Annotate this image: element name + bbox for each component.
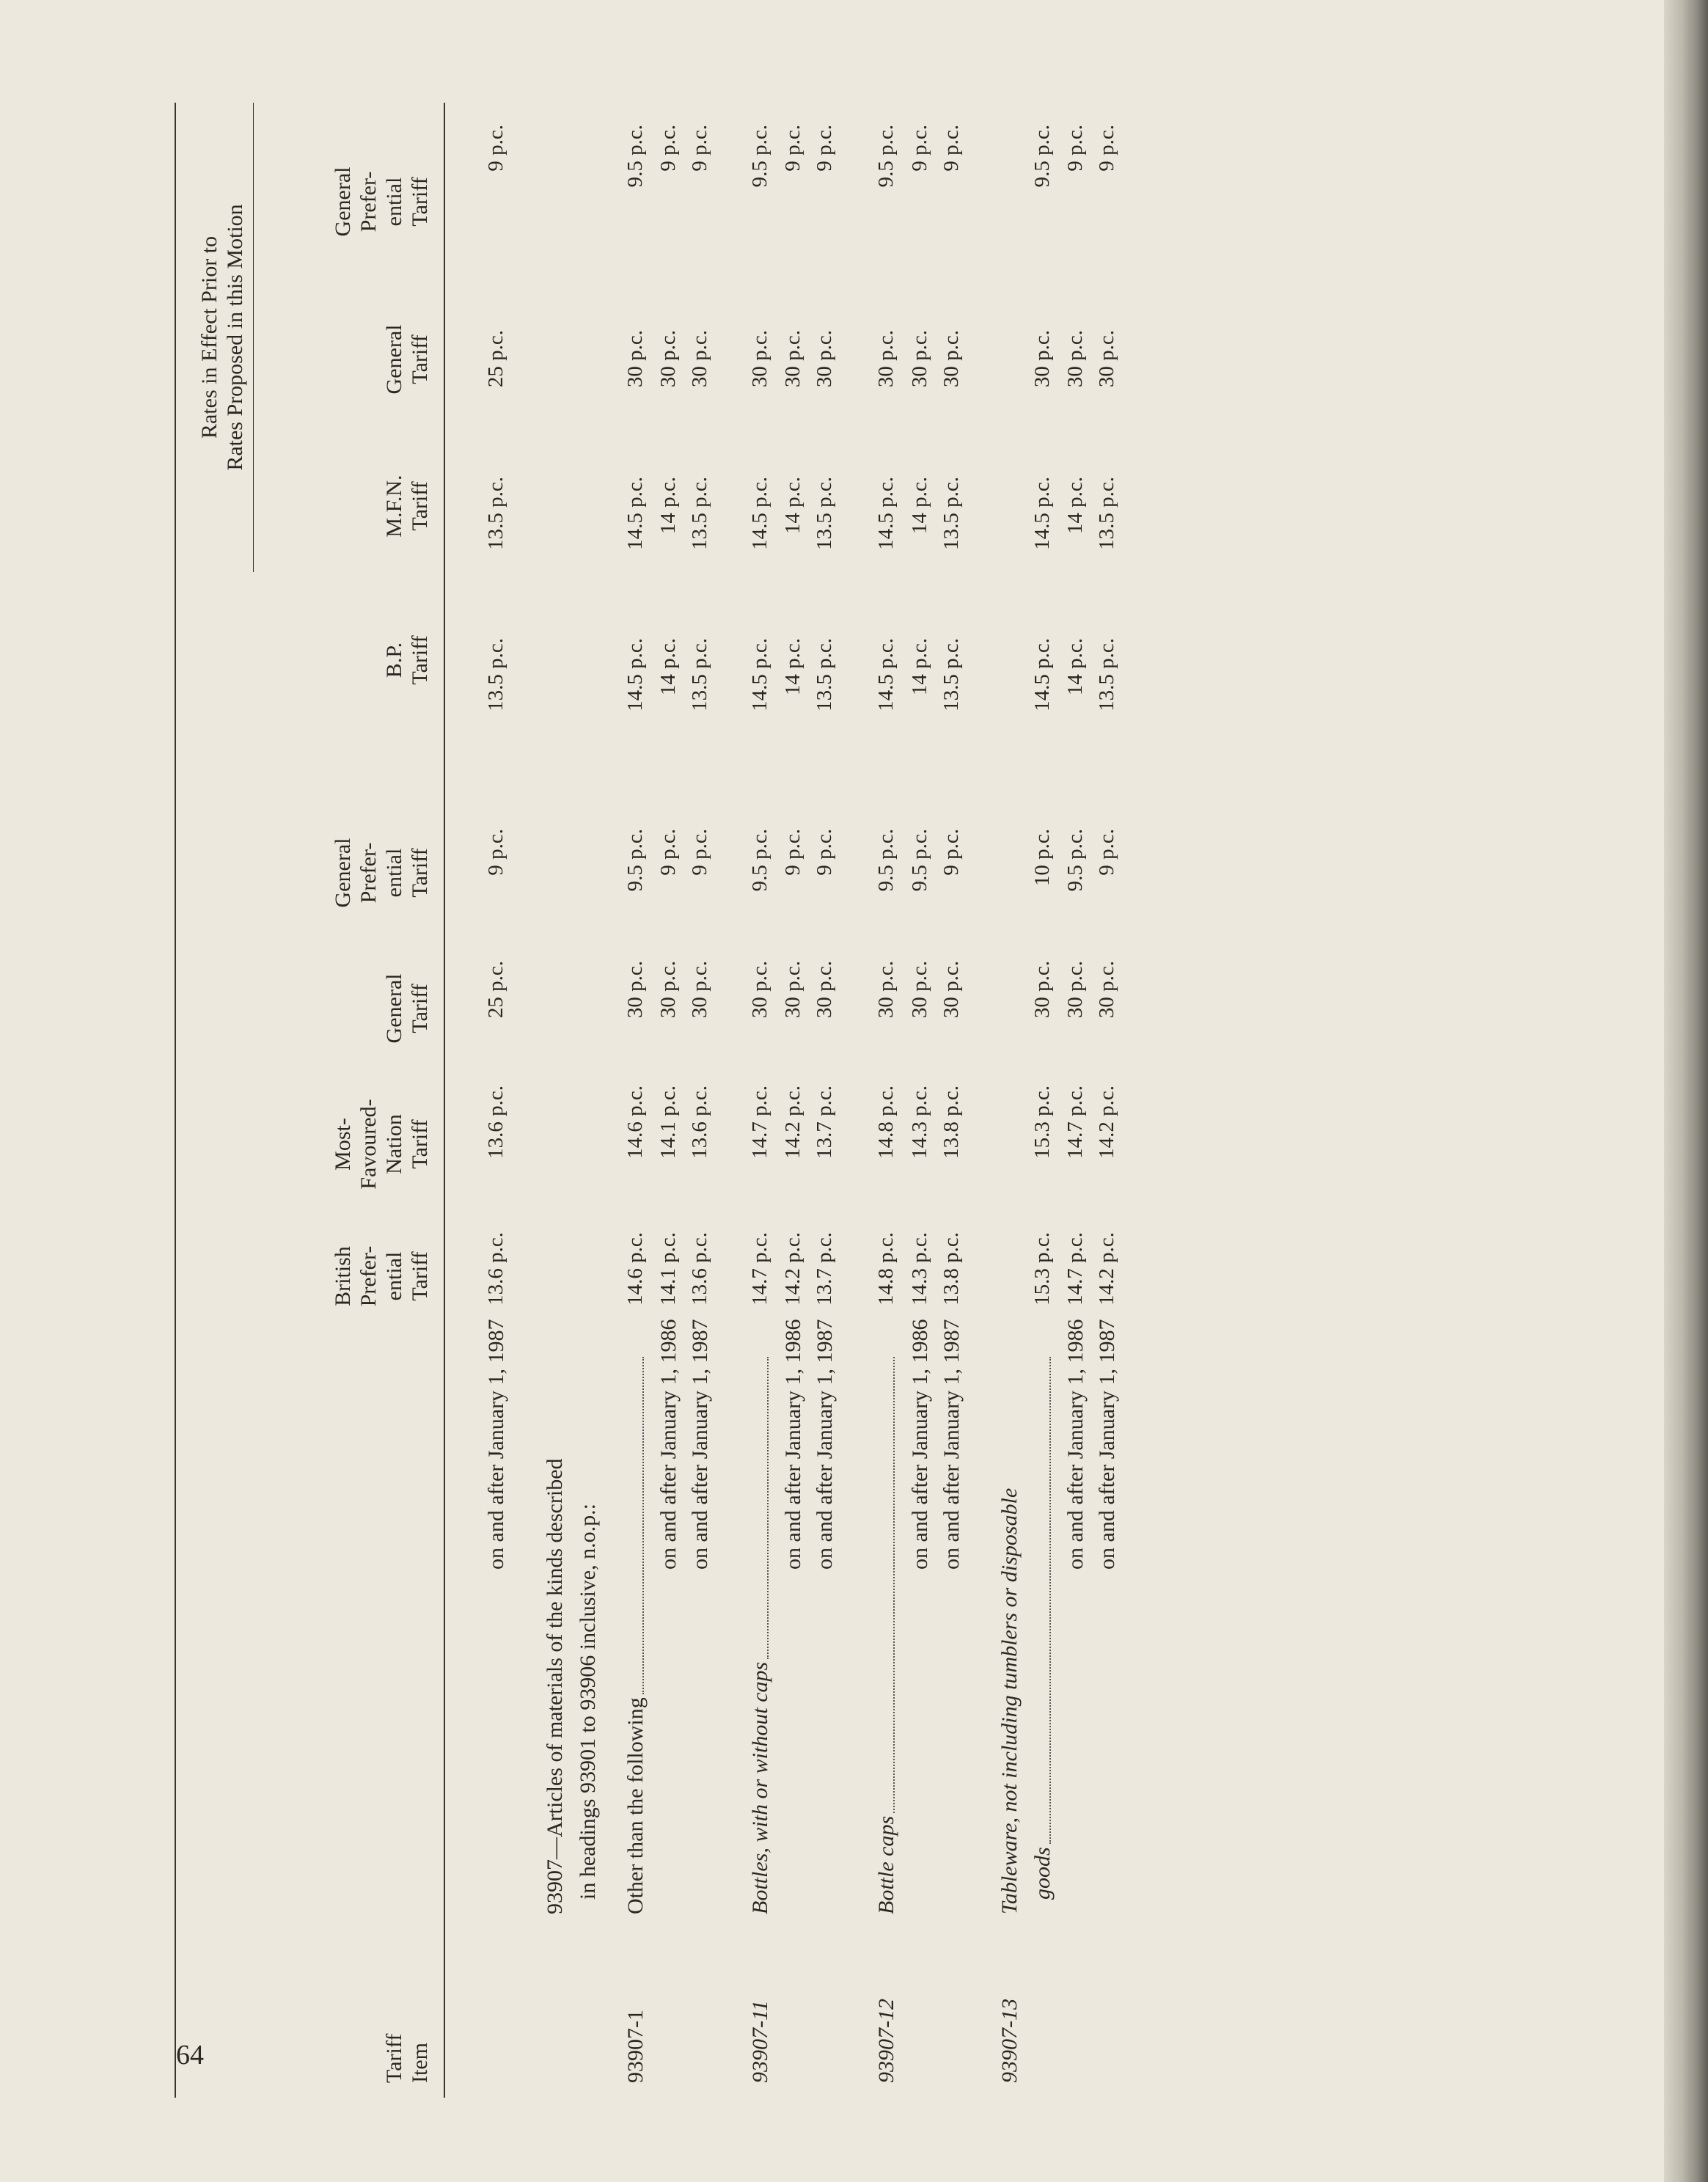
rate-cell: 14.1 p.c.	[656, 1085, 680, 1159]
header-prior-bp: B.P. Tariff	[382, 635, 432, 685]
rate-cell: 30 p.c.	[781, 330, 804, 388]
rate-cell: 14 p.c.	[1063, 477, 1087, 535]
rate-cell: 14 p.c.	[781, 477, 804, 535]
rate-cell: 9 p.c.	[813, 125, 836, 172]
item-description: on and after January 1, 1987	[939, 1319, 964, 1570]
rate-cell: 13.5 p.c.	[813, 638, 836, 711]
header-prior-gpt: General Prefer- ential Tariff	[331, 166, 432, 237]
rate-cell: 9.5 p.c.	[874, 125, 898, 188]
rate-cell: 30 p.c.	[908, 330, 931, 388]
item-description: on and after January 1, 1987	[688, 1319, 712, 1570]
item-description: Bottle caps	[874, 1815, 898, 1914]
prior-rates-rule	[253, 103, 254, 572]
rate-cell: 14.5 p.c.	[874, 477, 898, 550]
rate-cell: 15.3 p.c.	[1030, 1232, 1054, 1306]
rate-cell: 30 p.c.	[656, 330, 680, 388]
rate-cell: 9 p.c.	[656, 829, 680, 876]
rate-cell: 30 p.c.	[1095, 330, 1118, 388]
rate-cell: 30 p.c.	[688, 330, 711, 388]
rate-cell: 30 p.c.	[781, 961, 804, 1019]
rate-cell: 30 p.c.	[656, 961, 680, 1019]
rate-cell: 14.5 p.c.	[1030, 638, 1054, 711]
rate-cell: 14.8 p.c.	[874, 1085, 898, 1159]
rate-cell: 30 p.c.	[1030, 330, 1054, 388]
leader-dots	[1035, 1357, 1051, 1844]
header-gpt: General Prefer- ential Tariff	[331, 838, 432, 908]
rate-cell: 30 p.c.	[908, 961, 931, 1019]
header-prior-general: General Tariff	[382, 324, 432, 395]
item-description: on and after January 1, 1986	[1063, 1319, 1088, 1570]
tariff-item-number: 93907-12	[874, 1999, 898, 2083]
rate-cell: 9 p.c.	[484, 829, 507, 876]
tariff-item-number: 93907-1	[623, 2010, 648, 2083]
header-bpt: British Prefer- ential Tariff	[331, 1245, 432, 1307]
rate-cell: 14.3 p.c.	[908, 1085, 931, 1159]
rate-cell: 13.5 p.c.	[688, 477, 711, 550]
rate-cell: 9.5 p.c.	[623, 125, 647, 188]
rate-cell: 14.5 p.c.	[748, 477, 771, 550]
rate-cell: 9 p.c.	[1095, 829, 1118, 876]
rate-cell: 9.5 p.c.	[908, 829, 931, 892]
rate-cell: 14.2 p.c.	[781, 1085, 804, 1159]
rate-cell: 14.2 p.c.	[1095, 1232, 1118, 1306]
rate-cell: 9 p.c.	[813, 829, 836, 876]
rate-cell: 13.5 p.c.	[939, 477, 963, 550]
item-description: Tableware, not including tumblers or disposable	[997, 1487, 1022, 1914]
rate-cell: 30 p.c.	[939, 330, 963, 388]
rate-cell: 30 p.c.	[939, 961, 963, 1019]
item-description: Bottles, with or without caps	[748, 1661, 772, 1914]
rate-cell: 15.3 p.c.	[1030, 1085, 1054, 1159]
rate-cell: 9 p.c.	[908, 125, 931, 172]
rate-cell: 13.5 p.c.	[813, 477, 836, 550]
rate-cell: 13.8 p.c.	[939, 1085, 963, 1159]
rate-cell: 30 p.c.	[623, 330, 647, 388]
tariff-item-number: 93907-11	[748, 2000, 772, 2083]
rate-cell: 14 p.c.	[908, 638, 931, 696]
rate-cell: 14.3 p.c.	[908, 1232, 931, 1306]
item-description: on and after January 1, 1986	[781, 1319, 805, 1570]
rate-cell: 14.5 p.c.	[1030, 477, 1054, 550]
rate-cell: 14.2 p.c.	[781, 1232, 804, 1306]
item-description: on and after January 1, 1987	[1095, 1319, 1119, 1570]
item-description: Other than the following	[623, 1697, 648, 1914]
header-prior-rates: Rates in Effect Prior to Rates Proposed in this Motion	[197, 204, 247, 471]
rate-cell: 14.7 p.c.	[748, 1232, 771, 1306]
rate-cell: 13.5 p.c.	[688, 638, 711, 711]
item-description: 93907—Articles of materials of the kinds described	[543, 1458, 567, 1914]
rate-cell: 14.8 p.c.	[874, 1232, 898, 1306]
rate-cell: 14.5 p.c.	[748, 638, 771, 711]
item-description: goods	[1030, 1847, 1055, 1900]
rate-cell: 9 p.c.	[781, 829, 804, 876]
rate-cell: 14 p.c.	[656, 477, 680, 535]
rate-cell: 9.5 p.c.	[1063, 829, 1087, 892]
rate-cell: 14 p.c.	[908, 477, 931, 535]
rate-cell: 9.5 p.c.	[748, 125, 771, 188]
rate-cell: 9 p.c.	[939, 829, 963, 876]
rate-cell: 14.5 p.c.	[623, 477, 647, 550]
rate-cell: 9 p.c.	[1063, 125, 1087, 172]
rate-cell: 14.5 p.c.	[874, 638, 898, 711]
leader-dots	[879, 1357, 895, 1813]
rate-cell: 30 p.c.	[1095, 961, 1118, 1019]
item-description: on and after January 1, 1986	[908, 1319, 932, 1570]
rate-cell: 14.7 p.c.	[1063, 1232, 1087, 1306]
rate-cell: 30 p.c.	[748, 330, 771, 388]
rate-cell: 9 p.c.	[939, 125, 963, 172]
rate-cell: 13.5 p.c.	[1095, 638, 1118, 711]
rate-cell: 30 p.c.	[623, 961, 647, 1019]
rate-cell: 14 p.c.	[1063, 638, 1087, 696]
rate-cell: 9 p.c.	[1095, 125, 1118, 172]
book-spine-shadow	[1664, 0, 1708, 2182]
rate-cell: 13.6 p.c.	[484, 1085, 507, 1159]
rate-cell: 9 p.c.	[781, 125, 804, 172]
rate-cell: 14.7 p.c.	[1063, 1085, 1087, 1159]
rate-cell: 14.1 p.c.	[656, 1232, 680, 1306]
table-top-rule	[175, 103, 176, 2098]
rate-cell: 9 p.c.	[688, 125, 711, 172]
item-description: on and after January 1, 1987	[484, 1319, 508, 1570]
header-general: General Tariff	[382, 973, 432, 1044]
rate-cell: 30 p.c.	[813, 961, 836, 1019]
rate-cell: 9 p.c.	[688, 829, 711, 876]
rate-cell: 13.5 p.c.	[939, 638, 963, 711]
rate-cell: 30 p.c.	[874, 330, 898, 388]
rate-cell: 30 p.c.	[1030, 961, 1054, 1019]
item-description: on and after January 1, 1987	[813, 1319, 837, 1570]
rate-cell: 13.6 p.c.	[688, 1085, 711, 1159]
rate-cell: 30 p.c.	[1063, 961, 1087, 1019]
tariff-item-number: 93907-13	[997, 1999, 1022, 2083]
rate-cell: 9 p.c.	[484, 125, 507, 172]
rate-cell: 13.5 p.c.	[484, 638, 507, 711]
rate-cell: 9.5 p.c.	[874, 829, 898, 892]
item-description: on and after January 1, 1986	[656, 1319, 681, 1570]
rate-cell: 14 p.c.	[781, 638, 804, 696]
rate-cell: 9.5 p.c.	[623, 829, 647, 892]
rate-cell: 30 p.c.	[874, 961, 898, 1019]
rate-cell: 14.6 p.c.	[623, 1085, 647, 1159]
rate-cell: 13.5 p.c.	[484, 477, 507, 550]
header-tariff-item: Tariff Item	[382, 2033, 432, 2083]
item-description: in headings 93901 to 93906 inclusive, n.o.p.:	[576, 1504, 600, 1900]
header-prior-mfn: M.F.N. Tariff	[382, 475, 432, 538]
rate-cell: 10 p.c.	[1030, 829, 1054, 887]
rate-cell: 13.6 p.c.	[688, 1232, 711, 1306]
rate-cell: 9.5 p.c.	[748, 829, 771, 892]
rate-cell: 14.6 p.c.	[623, 1232, 647, 1306]
header-mfn: Most- Favoured- Nation Tariff	[331, 1099, 432, 1190]
rate-cell: 30 p.c.	[813, 330, 836, 388]
rate-cell: 25 p.c.	[484, 330, 507, 388]
rate-cell: 13.7 p.c.	[813, 1085, 836, 1159]
rate-cell: 14.5 p.c.	[623, 638, 647, 711]
rate-cell: 14.7 p.c.	[748, 1085, 771, 1159]
rate-cell: 13.7 p.c.	[813, 1232, 836, 1306]
rate-cell: 30 p.c.	[688, 961, 711, 1019]
rate-cell: 25 p.c.	[484, 961, 507, 1019]
rate-cell: 13.8 p.c.	[939, 1232, 963, 1306]
rate-cell: 9.5 p.c.	[1030, 125, 1054, 188]
page-number: 64	[176, 2040, 204, 2071]
rate-cell: 30 p.c.	[748, 961, 771, 1019]
rate-cell: 13.5 p.c.	[1095, 477, 1118, 550]
header-bottom-rule	[444, 103, 445, 2098]
rate-cell: 9 p.c.	[656, 125, 680, 172]
rate-cell: 14 p.c.	[656, 638, 680, 696]
rate-cell: 14.2 p.c.	[1095, 1085, 1118, 1159]
rate-cell: 30 p.c.	[1063, 330, 1087, 388]
rotated-tariff-table	[161, 103, 1173, 2098]
leader-dots	[628, 1357, 644, 1694]
leader-dots	[752, 1357, 769, 1659]
rate-cell: 13.6 p.c.	[484, 1232, 507, 1306]
